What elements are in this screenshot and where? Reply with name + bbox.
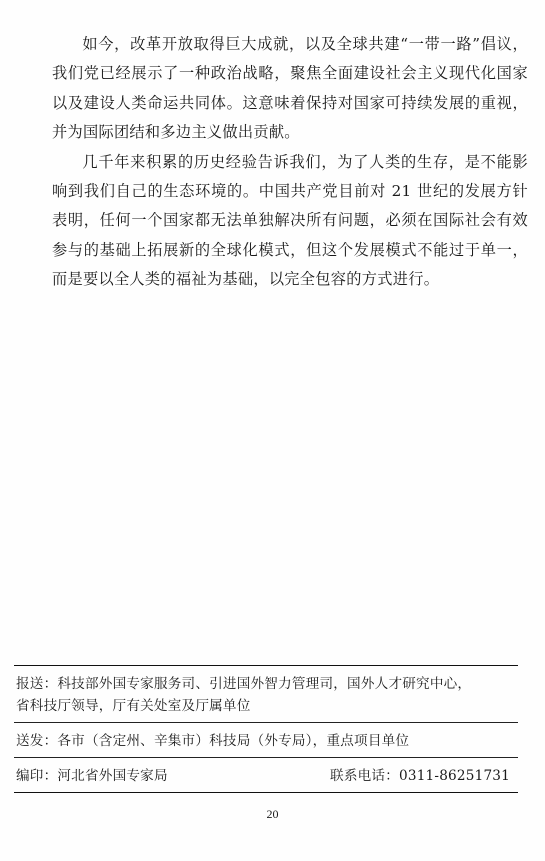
editor-name: 河北省外国专家局	[57, 768, 168, 784]
editor-label: 编印：	[16, 768, 58, 784]
paragraph-1: 如今，改革开放取得巨大成就，以及全球共建“一带一路”倡议，我们党已经展示了一种政治战略，聚焦全面建设社会主义现代化国家以及建设人类命运共同体。这意味着保持对国家可持续发展的重视，并为国际团结和多边主义做出贡献。	[52, 35, 528, 142]
contact-phone: 0311-86251731	[399, 768, 510, 784]
footer-bottom-rule	[14, 792, 518, 793]
contact-info	[330, 765, 510, 787]
send-to-label: 送发：	[16, 733, 58, 749]
editor-info	[16, 765, 168, 787]
send-to-recipients: 各市（含定州、辛集市）科技局（外专局），重点项目单位	[57, 733, 410, 749]
page-number: 20	[266, 807, 279, 821]
send-to-line	[14, 730, 518, 752]
send-to-block	[14, 723, 518, 757]
report-to-label: 报送：	[16, 676, 58, 692]
body-text	[52, 30, 528, 295]
contact-label: 联系电话：	[330, 768, 400, 784]
distribution-footer	[14, 665, 518, 793]
editor-block	[14, 758, 518, 792]
report-to-line-1	[14, 673, 518, 695]
paragraph-2: 几千年来积累的历史经验告诉我们，为了人类的生存，是不能影响到我们自己的生态环境的。中国共产党目前对 21 世纪的发展方针表明，任何一个国家都无法单独解决所有问题，必须在国际社会有效参与的基础上拓展新的全球化模式，但这个发展模式不能过于单一，而是要以全人类的福祉为基础，以完全包容的方式进行。	[52, 152, 528, 289]
editor-contact-line	[14, 765, 518, 787]
report-to-line-2: 省科技厅领导，厅有关处室及厅属单位	[16, 698, 251, 714]
report-to-block	[14, 666, 518, 722]
report-to-recipients: 科技部外国专家服务司、引进国外智力管理司，国外人才研究中心，	[57, 676, 472, 692]
